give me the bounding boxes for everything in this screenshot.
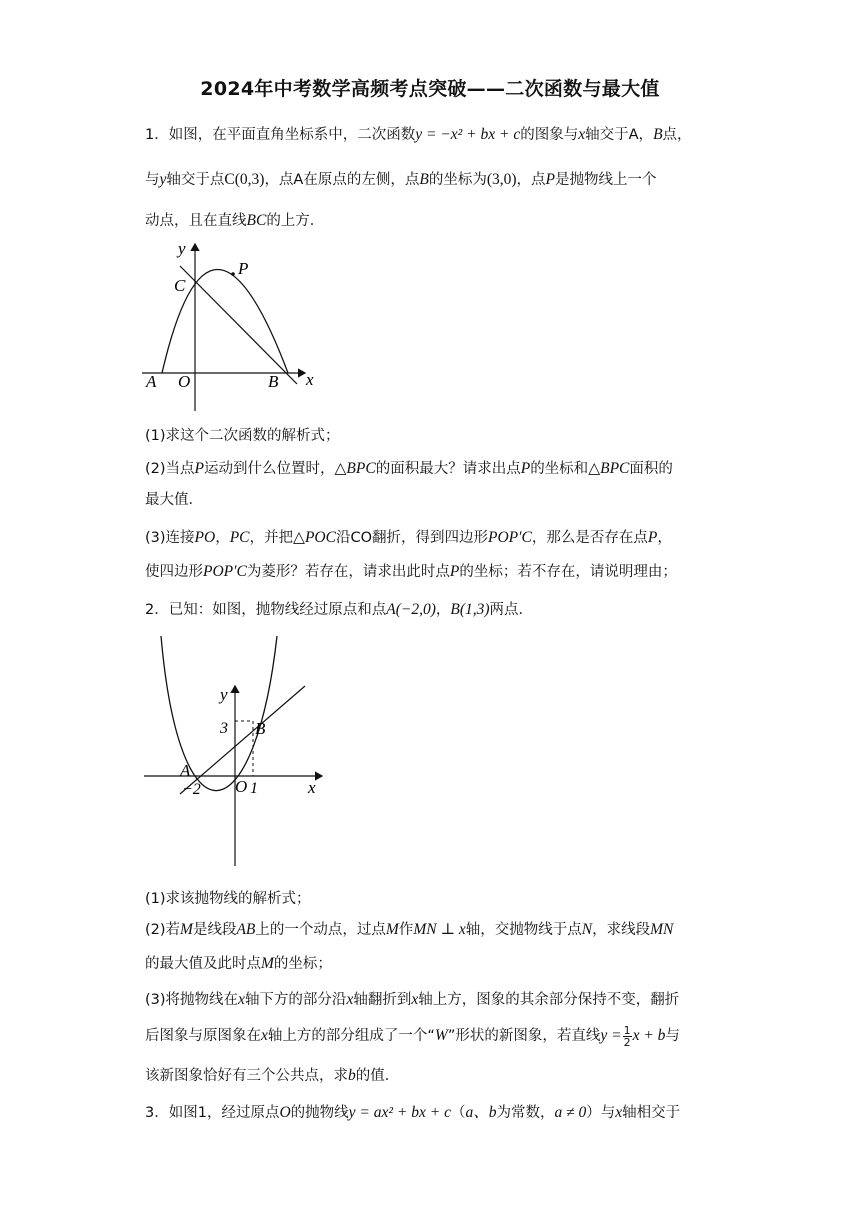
math: x [615, 1104, 623, 1121]
text: 轴，交抛物线于点 [465, 922, 582, 938]
page-title: 2024年中考数学高频考点突破——二次函数与最大值 [200, 78, 660, 100]
text: ， [215, 530, 230, 546]
text: (2)若 [145, 922, 181, 938]
math: a ≠ 0 [554, 1104, 587, 1121]
text: 与 [665, 1028, 680, 1044]
label-y: y [220, 685, 228, 704]
text: 面积的 [629, 461, 673, 477]
text: 后图象与原图象在 [145, 1028, 261, 1044]
text: ”形状的新图象，若直线 [447, 1028, 601, 1044]
text: 轴交于A， [585, 127, 654, 143]
math: P [449, 563, 460, 580]
text: 3．如图1，经过原点 [145, 1105, 280, 1121]
text: ，点A在原点的左侧，点 [264, 172, 420, 188]
math: a、b [465, 1104, 497, 1121]
text: 的坐标和 [530, 461, 589, 477]
q2-sub-3-cont [145, 1024, 680, 1048]
text: 使四边形 [145, 564, 203, 580]
math: P [520, 460, 531, 477]
math: W [434, 1027, 448, 1044]
label-x: x [306, 370, 314, 389]
math: y = ax² + bx + c [348, 1104, 451, 1121]
text: 作 [398, 922, 414, 938]
text: 的上方． [266, 213, 325, 229]
math: PO [194, 529, 216, 546]
text: (3)连接 [145, 530, 195, 546]
label-y: y [178, 239, 186, 258]
text: 两点． [489, 602, 534, 618]
label-o: O [178, 372, 191, 391]
text: ，并把 [249, 530, 294, 546]
text: ，求线段 [592, 922, 651, 938]
text: ， [657, 530, 672, 546]
math: x [261, 1027, 268, 1044]
q2-sub-2 [145, 918, 673, 939]
math: POP′C [203, 563, 247, 580]
math: y [159, 171, 167, 188]
point-p [231, 272, 235, 276]
label-3: 3 [220, 720, 228, 737]
label-b: B [255, 719, 266, 738]
label-p: P [238, 259, 249, 278]
math: C(0,3) [224, 171, 265, 188]
fraction-numerator: 1 [623, 1023, 631, 1037]
math: N [581, 921, 593, 938]
label-c: C [174, 276, 186, 295]
math: B [419, 171, 429, 188]
text: 的坐标为 [428, 172, 487, 188]
q1-sub-3 [145, 526, 672, 547]
math: y = −x² + bx + c [415, 126, 521, 143]
math: A(−2,0) [386, 601, 436, 618]
text: 的图象与 [520, 127, 579, 143]
math: x + b [632, 1027, 666, 1044]
text: (2)当点 [145, 461, 195, 477]
math: B [653, 126, 663, 143]
line-bc [180, 266, 297, 384]
math: P [647, 529, 658, 546]
label-neg2: −2 [182, 781, 201, 798]
text: 运动到什么位置时， [204, 461, 335, 477]
math: M [261, 955, 274, 972]
text: 该新图象恰好有三个公共点，求 [145, 1068, 348, 1084]
label-1: 1 [250, 780, 258, 797]
math: M [180, 921, 193, 938]
text: ， [435, 602, 451, 618]
math: M [385, 921, 399, 938]
text: 的抛物线 [290, 1105, 349, 1121]
math: AB [236, 921, 256, 938]
q2-sub-2-cont [145, 952, 332, 973]
math: △POC [293, 529, 336, 546]
text: 轴交于点 [166, 172, 225, 188]
fraction [623, 1025, 632, 1048]
math: x [578, 126, 586, 143]
math: y = [600, 1027, 622, 1044]
text: 为常数， [496, 1105, 555, 1121]
q1-sub-2-cont: 最大值． [145, 492, 203, 508]
text: 动点，且在直线 [145, 213, 247, 229]
text: (3)将抛物线在 [145, 992, 239, 1008]
math: b [348, 1067, 356, 1084]
label-b: B [268, 372, 279, 391]
text: 与 [145, 172, 160, 188]
math: PC [229, 529, 250, 546]
math: MN ⊥ x [413, 921, 466, 938]
text: 轴相交于 [622, 1105, 681, 1121]
text: 2．已知：如图，抛物线经过原点和点 [145, 602, 387, 618]
text: 轴下方的部分沿 [244, 992, 347, 1008]
math: B(1,3) [450, 601, 490, 618]
q2-figure [140, 632, 340, 872]
q1-sub-1: (1)求这个二次函数的解析式； [145, 428, 340, 444]
text: 的最大值及此时点 [145, 956, 261, 972]
text: 是抛物线上一个 [555, 172, 657, 188]
text: ，那么是否存在点 [531, 530, 648, 546]
text: 为菱形？若存在，请求出此时点 [246, 564, 450, 580]
text: 的坐标； [273, 956, 332, 972]
math: POP′C [488, 529, 532, 546]
text: 沿CO翻折，得到四边形 [335, 530, 488, 546]
text: 轴上方的部分组成了一个“ [267, 1028, 435, 1044]
math: x [238, 991, 245, 1008]
q1-figure [140, 236, 330, 416]
text: 的面积最大？请求出点 [375, 461, 521, 477]
text: 上的一个动点，过点 [255, 922, 386, 938]
q1-sub-2 [145, 457, 673, 478]
q1-line-3 [145, 209, 324, 230]
q3-line-1 [145, 1100, 680, 1122]
fraction-denominator: 2 [623, 1035, 631, 1049]
math: P [194, 460, 205, 477]
q2-sub-1: (1)求该抛物线的解析式； [145, 891, 311, 907]
math: (3,0) [486, 171, 517, 188]
label-x: x [308, 778, 316, 797]
math: BC [246, 212, 267, 229]
label-o: O [235, 777, 248, 796]
math: x [411, 991, 419, 1008]
text: ，点 [516, 172, 546, 188]
math: O [279, 1104, 291, 1121]
math: P [545, 171, 555, 188]
q1-sub-3-cont [145, 560, 677, 581]
text: 1．如图，在平面直角坐标系中，二次函数 [145, 127, 416, 143]
q2-line-1 [145, 598, 533, 619]
text: （ [450, 1105, 466, 1121]
text: 是线段 [192, 922, 237, 938]
q1-line-1 [145, 123, 692, 144]
text: 点， [662, 127, 692, 143]
text: ）与 [586, 1105, 616, 1121]
text: 的坐标；若不存在，请说明理由； [459, 564, 677, 580]
text: 轴翻折到 [353, 992, 412, 1008]
q2-sub-3 [145, 988, 679, 1009]
text: 轴上方，图象的其余部分保持不变，翻折 [418, 992, 680, 1008]
q2-sub-3-cont2 [145, 1064, 399, 1085]
text: 的值． [355, 1068, 400, 1084]
q1-line-2 [145, 168, 657, 189]
math: x [346, 991, 354, 1008]
math: MN [650, 921, 674, 938]
label-a: A [146, 372, 157, 391]
parabola-curve [161, 636, 277, 791]
math: △BPC [588, 460, 630, 477]
math: △BPC [334, 460, 376, 477]
label-a: A [180, 761, 191, 780]
